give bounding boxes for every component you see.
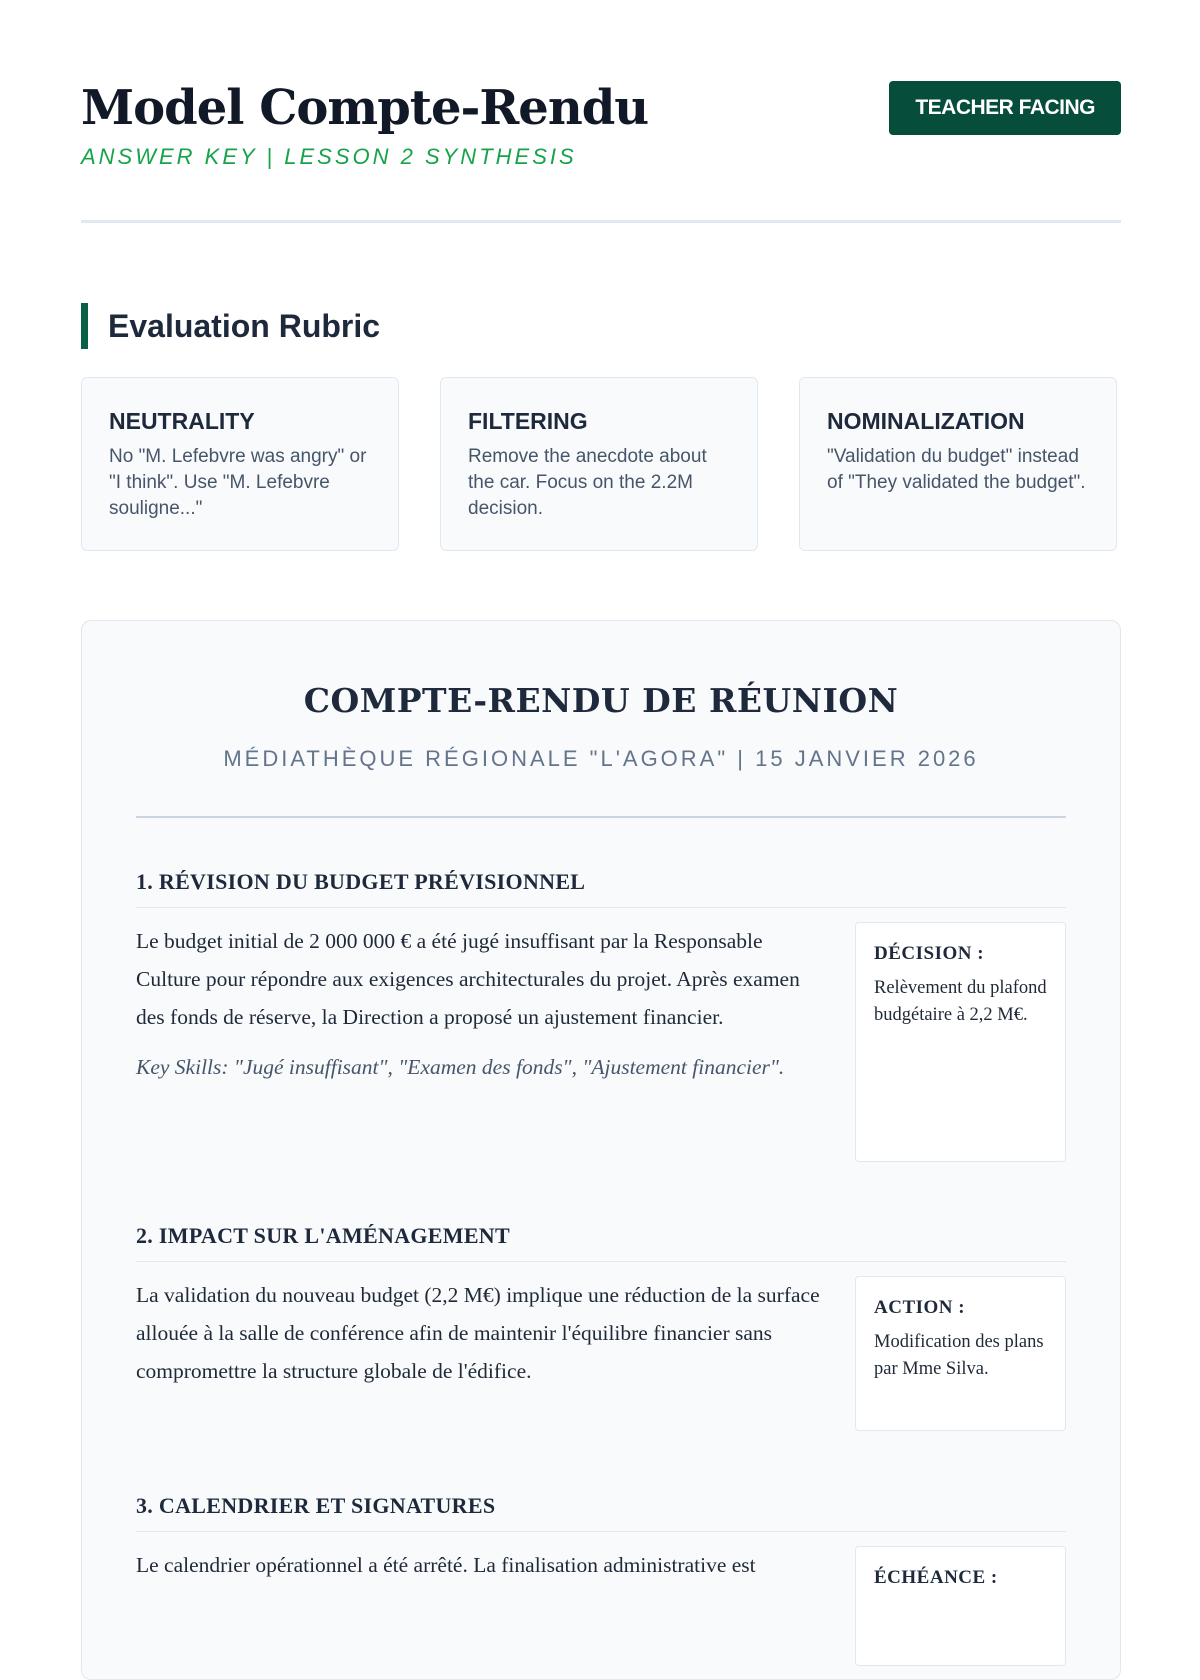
deadline-box <box>855 1546 1066 1666</box>
decision-label: DÉCISION : <box>874 943 985 964</box>
minutes-title: COMPTE-RENDU DE RÉUNION <box>303 681 899 720</box>
action-text: Modification des plans par Mme Silva. <box>874 1332 1044 1379</box>
section-text <box>136 922 826 1162</box>
page-header <box>81 78 1121 172</box>
rubric-card-title: NOMINALIZATION <box>827 408 1025 434</box>
minutes-section-calendar <box>136 1493 1066 1666</box>
rubric-card-text: No "M. Lefebvre was angry" or "I think". Use "M. Lefebvre souligne..." <box>109 446 367 519</box>
section-paragraph: Le budget initial de 2 000 000 € a été jugé insuffisant par la Responsable Culture pour répondre aux exigences architecturales du projet. Après examen des fonds de réserve, la Direction a proposé un ajustement financier. <box>136 929 800 1029</box>
section-paragraph: Le calendrier opérationnel a été arrêté. La finalisation administrative est <box>136 1553 756 1577</box>
minutes-subtitle: MÉDIATHÈQUE RÉGIONALE "L'AGORA" | 15 JANVIER 2026 <box>223 746 979 771</box>
rubric-card-filtering <box>440 377 758 551</box>
action-label: ACTION : <box>874 1297 966 1318</box>
section-title: 2. IMPACT SUR L'AMÉNAGEMENT <box>136 1223 1066 1262</box>
rubric-cards <box>81 377 1121 551</box>
rubric-heading: Evaluation Rubric <box>81 303 380 349</box>
section-body <box>136 1276 1066 1431</box>
rubric-card-nominalization <box>799 377 1117 551</box>
meeting-minutes-document <box>81 620 1121 1680</box>
key-skills-note: Key Skills: "Jugé insuffisant", "Examen des fonds", "Ajustement financier". <box>136 1055 785 1079</box>
section-text <box>136 1546 826 1666</box>
section-body <box>136 1546 1066 1666</box>
deadline-label: ÉCHÉANCE : <box>874 1567 998 1588</box>
section-paragraph: La validation du nouveau budget (2,2 M€) implique une réduction de la surface allouée à la salle de conférence afin de maintenir l'équilibre financier sans compromettre la structure globale de l'édifice. <box>136 1283 820 1383</box>
action-box <box>855 1276 1066 1431</box>
rubric-card-title: FILTERING <box>468 408 588 434</box>
decision-box <box>855 922 1066 1162</box>
rubric-card-title: NEUTRALITY <box>109 408 255 434</box>
section-text <box>136 1276 826 1431</box>
teacher-facing-badge: TEACHER FACING <box>889 81 1121 135</box>
rubric-card-neutrality <box>81 377 399 551</box>
section-title: 1. RÉVISION DU BUDGET PRÉVISIONNEL <box>136 869 1066 908</box>
page-subtitle: ANSWER KEY | LESSON 2 SYNTHESIS <box>81 144 577 169</box>
section-body <box>136 922 1066 1162</box>
minutes-divider <box>136 816 1066 818</box>
header-divider <box>81 220 1121 223</box>
minutes-section-budget <box>136 869 1066 1162</box>
rubric-card-text: "Validation du budget" instead of "They validated the budget". <box>827 446 1086 493</box>
section-title: 3. CALENDRIER ET SIGNATURES <box>136 1493 1066 1532</box>
decision-text: Relèvement du plafond budgétaire à 2,2 M€. <box>874 978 1047 1025</box>
page-title: Model Compte-Rendu <box>81 80 649 136</box>
rubric-card-text: Remove the anecdote about the car. Focus on the 2.2M decision. <box>468 446 707 519</box>
minutes-section-layout <box>136 1223 1066 1431</box>
